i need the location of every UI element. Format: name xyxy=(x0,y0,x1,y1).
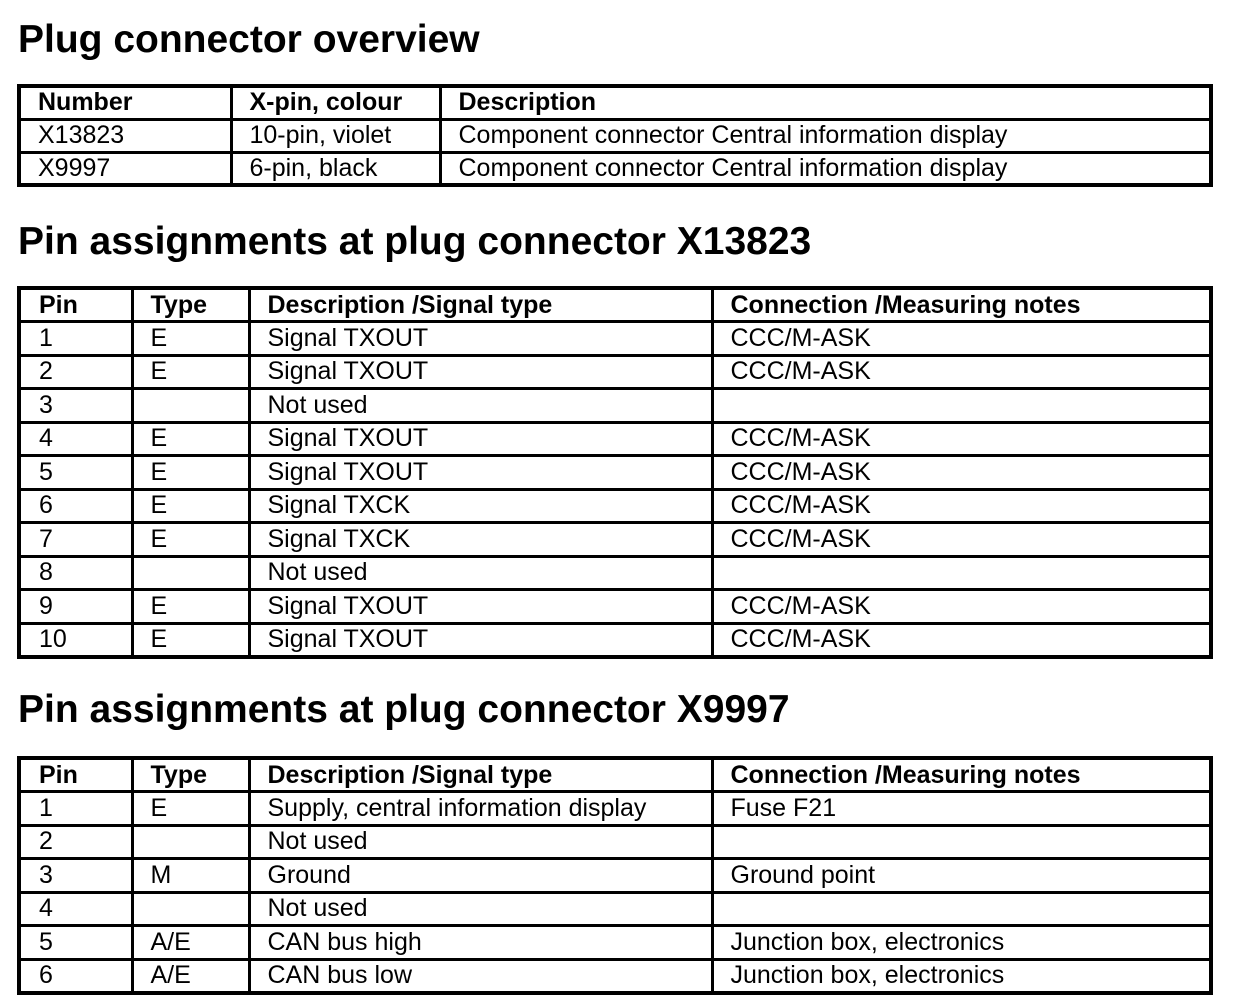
x13823-cell: E xyxy=(132,489,249,523)
x9997-cell: Not used xyxy=(249,825,712,859)
x9997-cell xyxy=(132,892,249,926)
x13823-title: Pin assignments at plug connector X13823 xyxy=(18,220,812,263)
x13823-pin-row xyxy=(19,322,1211,356)
x13823-header-row xyxy=(19,288,1211,322)
x13823-pin-row xyxy=(19,489,1211,523)
x9997-cell: E xyxy=(132,792,249,826)
x9997-cell: A/E xyxy=(132,959,249,993)
x9997-cell: M xyxy=(132,859,249,893)
x13823-cell: Signal TXOUT xyxy=(249,355,712,389)
overview-column-header: Number xyxy=(19,86,231,119)
x13823-cell: E xyxy=(132,590,249,624)
x13823-cell: E xyxy=(132,456,249,490)
x13823-cell: CCC/M-ASK xyxy=(712,590,1211,624)
x13823-pin-row xyxy=(19,523,1211,557)
x9997-cell: Ground xyxy=(249,859,712,893)
x13823-cell: Signal TXOUT xyxy=(249,322,712,356)
x9997-cell xyxy=(712,892,1211,926)
x13823-cell: E xyxy=(132,322,249,356)
x13823-cell xyxy=(712,389,1211,423)
x13823-cell: 10 xyxy=(19,623,132,657)
x9997-cell: 4 xyxy=(19,892,132,926)
x9997-cell: Junction box, electronics xyxy=(712,959,1211,993)
x9997-cell xyxy=(712,825,1211,859)
overview-cell: X13823 xyxy=(19,119,231,152)
overview-cell: Component connector Central information display xyxy=(440,152,1211,185)
x13823-cell: 6 xyxy=(19,489,132,523)
x9997-cell: Not used xyxy=(249,892,712,926)
x13823-cell: Signal TXOUT xyxy=(249,422,712,456)
x13823-cell: CCC/M-ASK xyxy=(712,422,1211,456)
x13823-cell: 8 xyxy=(19,556,132,590)
overview-cell: 10-pin, violet xyxy=(231,119,440,152)
x13823-cell: E xyxy=(132,355,249,389)
x9997-cell: 1 xyxy=(19,792,132,826)
overview-table xyxy=(17,84,1213,187)
x13823-cell: Not used xyxy=(249,556,712,590)
x13823-cell: CCC/M-ASK xyxy=(712,623,1211,657)
x9997-pin-row xyxy=(19,859,1211,893)
x13823-cell: 2 xyxy=(19,355,132,389)
x13823-cell: E xyxy=(132,623,249,657)
x13823-pin-row xyxy=(19,456,1211,490)
x13823-cell: 7 xyxy=(19,523,132,557)
x13823-cell: Signal TXOUT xyxy=(249,456,712,490)
overview-row xyxy=(19,119,1211,152)
x9997-cell: 6 xyxy=(19,959,132,993)
x13823-cell: CCC/M-ASK xyxy=(712,489,1211,523)
x13823-cell xyxy=(132,556,249,590)
x13823-cell: CCC/M-ASK xyxy=(712,355,1211,389)
x9997-title: Pin assignments at plug connector X9997 xyxy=(18,688,790,731)
x13823-pin-row xyxy=(19,556,1211,590)
x13823-column-header: Pin xyxy=(19,288,132,322)
x13823-pin-table xyxy=(17,286,1213,659)
x13823-cell: 4 xyxy=(19,422,132,456)
overview-header-row xyxy=(19,86,1211,119)
x13823-cell: Not used xyxy=(249,389,712,423)
x9997-column-header: Description /Signal type xyxy=(249,758,712,792)
x13823-cell: E xyxy=(132,523,249,557)
x13823-pin-row xyxy=(19,422,1211,456)
x13823-cell: Signal TXCK xyxy=(249,489,712,523)
x9997-cell: Fuse F21 xyxy=(712,792,1211,826)
x13823-cell: 5 xyxy=(19,456,132,490)
x13823-cell: CCC/M-ASK xyxy=(712,523,1211,557)
x13823-cell xyxy=(712,556,1211,590)
x9997-cell: 3 xyxy=(19,859,132,893)
x9997-header-row xyxy=(19,758,1211,792)
x9997-cell: Junction box, electronics xyxy=(712,926,1211,960)
x13823-cell: Signal TXCK xyxy=(249,523,712,557)
x13823-cell: 9 xyxy=(19,590,132,624)
x13823-column-header: Connection /Measuring notes xyxy=(712,288,1211,322)
x13823-cell xyxy=(132,389,249,423)
x13823-cell: 3 xyxy=(19,389,132,423)
x9997-pin-table xyxy=(17,756,1213,995)
x9997-pin-row xyxy=(19,792,1211,826)
x9997-cell: CAN bus high xyxy=(249,926,712,960)
x9997-cell: Supply, central information display xyxy=(249,792,712,826)
x9997-cell: 5 xyxy=(19,926,132,960)
overview-cell: Component connector Central information display xyxy=(440,119,1211,152)
x13823-pin-row xyxy=(19,389,1211,423)
x9997-pin-row xyxy=(19,825,1211,859)
x13823-cell: E xyxy=(132,422,249,456)
overview-row xyxy=(19,152,1211,185)
overview-title: Plug connector overview xyxy=(18,18,480,61)
x9997-column-header: Connection /Measuring notes xyxy=(712,758,1211,792)
x9997-pin-row xyxy=(19,959,1211,993)
x9997-cell: CAN bus low xyxy=(249,959,712,993)
x13823-pin-row xyxy=(19,590,1211,624)
x13823-cell: CCC/M-ASK xyxy=(712,322,1211,356)
x13823-column-header: Type xyxy=(132,288,249,322)
x9997-pin-row xyxy=(19,926,1211,960)
x13823-column-header: Description /Signal type xyxy=(249,288,712,322)
x13823-cell: Signal TXOUT xyxy=(249,590,712,624)
overview-column-header: X-pin, colour xyxy=(231,86,440,119)
x9997-cell: 2 xyxy=(19,825,132,859)
x13823-cell: 1 xyxy=(19,322,132,356)
x13823-cell: CCC/M-ASK xyxy=(712,456,1211,490)
x13823-cell: Signal TXOUT xyxy=(249,623,712,657)
overview-cell: 6-pin, black xyxy=(231,152,440,185)
x9997-column-header: Pin xyxy=(19,758,132,792)
x9997-column-header: Type xyxy=(132,758,249,792)
x9997-cell: Ground point xyxy=(712,859,1211,893)
overview-cell: X9997 xyxy=(19,152,231,185)
x9997-pin-row xyxy=(19,892,1211,926)
overview-column-header: Description xyxy=(440,86,1211,119)
x9997-cell: A/E xyxy=(132,926,249,960)
x13823-pin-row xyxy=(19,355,1211,389)
x9997-cell xyxy=(132,825,249,859)
x13823-pin-row xyxy=(19,623,1211,657)
